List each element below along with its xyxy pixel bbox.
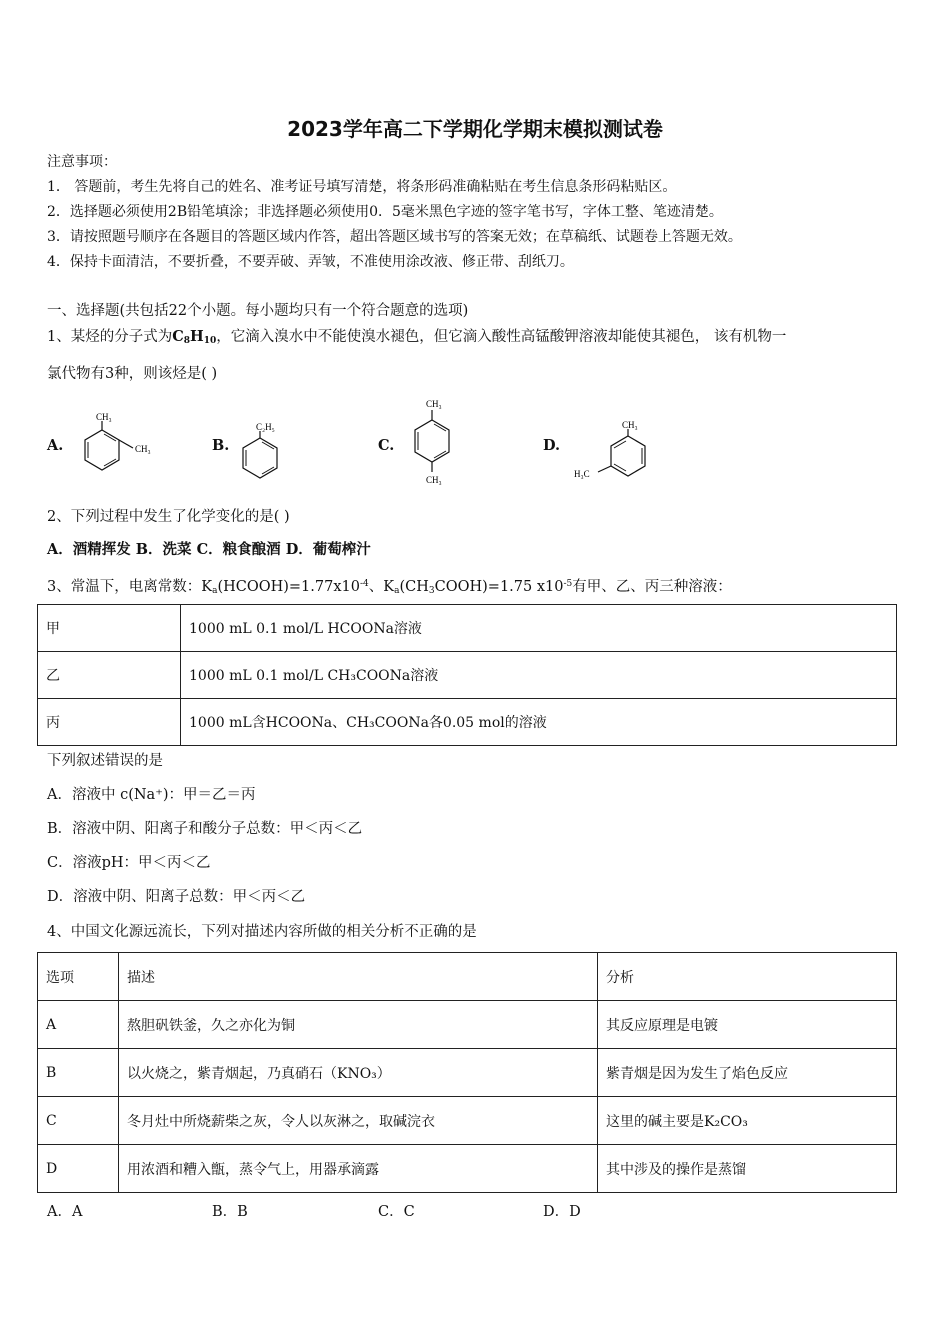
- question-3-prompt: 下列叙述错误的是: [47, 753, 163, 769]
- table-row: [38, 1145, 897, 1193]
- structure-ethylbenzene: [236, 420, 296, 484]
- section-heading: 一、选择题(共包括22个小题。每小题均只有一个符合题意的选项): [47, 303, 469, 319]
- q3-option-d: D．溶液中阴、阳离子总数：甲＜丙＜乙: [47, 889, 306, 905]
- table-cell: A: [38, 1001, 119, 1049]
- table-row: [38, 1049, 897, 1097]
- table-cell: 其反应原理是电镀: [598, 1001, 897, 1049]
- table-cell: 其中涉及的操作是蒸馏: [598, 1145, 897, 1193]
- table-row: [38, 699, 897, 746]
- table-cell: 甲: [38, 605, 181, 652]
- question-1-line-2: 氯代物有3种，则该烃是( ): [47, 366, 218, 382]
- ch3-label: CH₃: [426, 475, 442, 485]
- q1-option-c-label: C.: [378, 437, 395, 454]
- table-cell: D: [38, 1145, 119, 1193]
- q4-answer-d: D．D: [543, 1204, 581, 1220]
- table-cell: B: [38, 1049, 119, 1097]
- table-cell: 这里的碱主要是K₂CO₃: [598, 1097, 897, 1145]
- table-cell: 熬胆矾铁釜，久之亦化为铜: [119, 1001, 598, 1049]
- notice-item-1: 1． 答题前，考生先将自己的姓名、准考证号填写清楚，将条形码准确粘贴在考生信息条形码粘贴区。: [47, 179, 677, 195]
- q3-option-b: B．溶液中阴、阳离子和酸分子总数：甲＜丙＜乙: [47, 821, 363, 837]
- culture-table: [37, 952, 897, 1193]
- question-1-line-1: 1、某烃的分子式为$C_8H_{10}$，它滴入溴水中不能使溴水褪色，但它滴入酸性高锰酸钾溶液却能使其褪色， 该有机物一: [47, 328, 787, 346]
- table-header: 选项: [38, 953, 119, 1001]
- table-header: 描述: [119, 953, 598, 1001]
- table-cell: 紫青烟是因为发生了焰色反应: [598, 1049, 897, 1097]
- page-title: 2023学年高二下学期化学期末模拟测试卷: [287, 117, 663, 141]
- table-cell: 用浓酒和糟入甑，蒸令气上，用器承滴露: [119, 1145, 598, 1193]
- notice-item-3: 3．请按照题号顺序在各题目的答题区域内作答，超出答题区域书写的答案无效；在草稿纸、试题卷上答题无效。: [47, 229, 742, 245]
- q4-answer-b: B．B: [212, 1204, 248, 1220]
- table-cell: 1000 mL 0.1 mol/L HCOONa溶液: [181, 605, 897, 652]
- table-row: [38, 652, 897, 699]
- structure-m-xylene: [572, 420, 652, 484]
- table-cell: 1000 mL 0.1 mol/L CH₃COONa溶液: [181, 652, 897, 699]
- table-cell: 以火烧之，紫青烟起，乃真硝石（KNO₃）: [119, 1049, 598, 1097]
- h3c-label: H₃C: [574, 469, 590, 479]
- table-row: [38, 1097, 897, 1145]
- notice-heading: 注意事项：: [47, 154, 117, 170]
- q4-answer-c: C．C: [378, 1204, 415, 1220]
- q1-option-a-label: A.: [47, 437, 64, 454]
- structure-p-xylene: [408, 396, 468, 488]
- ch3-label: CH₃: [622, 420, 638, 430]
- q3-option-a: A．溶液中 c(Na⁺)：甲＝乙＝丙: [47, 787, 256, 803]
- table-header-row: [38, 953, 897, 1001]
- question-4-stem: 4、中国文化源远流长，下列对描述内容所做的相关分析不正确的是: [47, 924, 477, 940]
- structure-o-xylene: [78, 412, 168, 482]
- solutions-table: [37, 604, 897, 746]
- table-row: [38, 1001, 897, 1049]
- question-2-stem: 2、下列过程中发生了化学变化的是( ): [47, 509, 290, 525]
- question-3-stem: 3、常温下，电离常数：$K_a(HCOOH)=1.77x10^{-4}$、$K_a(CH_3COOH)=1.75$ $x10^{-5}$有甲、乙、丙三种溶液：: [47, 579, 732, 596]
- notice-item-2: 2．选择题必须使用2B铅笔填涂；非选择题必须使用0．5毫米黑色字迹的签字笔书写，字体工整、笔迹清楚。: [47, 204, 723, 220]
- q1-option-b-label: B.: [212, 437, 230, 454]
- table-row: [38, 605, 897, 652]
- question-2-options: A．酒精挥发 B．洗菜 C．粮食酿酒 D．葡萄榨汁: [47, 541, 371, 558]
- ch3-label: CH₃: [96, 412, 112, 422]
- c2h5-label: C₂H₅: [256, 422, 275, 432]
- table-cell: C: [38, 1097, 119, 1145]
- notice-item-4: 4．保持卡面清洁，不要折叠，不要弄破、弄皱，不准使用涂改液、修正带、刮纸刀。: [47, 254, 574, 270]
- table-cell: 1000 mL含HCOONa、CH₃COONa各0.05 mol的溶液: [181, 699, 897, 746]
- ch3-label: CH₃: [426, 399, 442, 409]
- q3-option-c: C．溶液pH：甲＜丙＜乙: [47, 855, 211, 871]
- table-cell: 冬月灶中所烧薪柴之灰，令人以灰淋之，取碱浣衣: [119, 1097, 598, 1145]
- q4-answer-a: A．A: [47, 1204, 83, 1220]
- ch3-label: CH₃: [135, 444, 151, 454]
- table-header: 分析: [598, 953, 897, 1001]
- table-cell: 乙: [38, 652, 181, 699]
- table-cell: 丙: [38, 699, 181, 746]
- q1-option-d-label: D.: [543, 437, 561, 454]
